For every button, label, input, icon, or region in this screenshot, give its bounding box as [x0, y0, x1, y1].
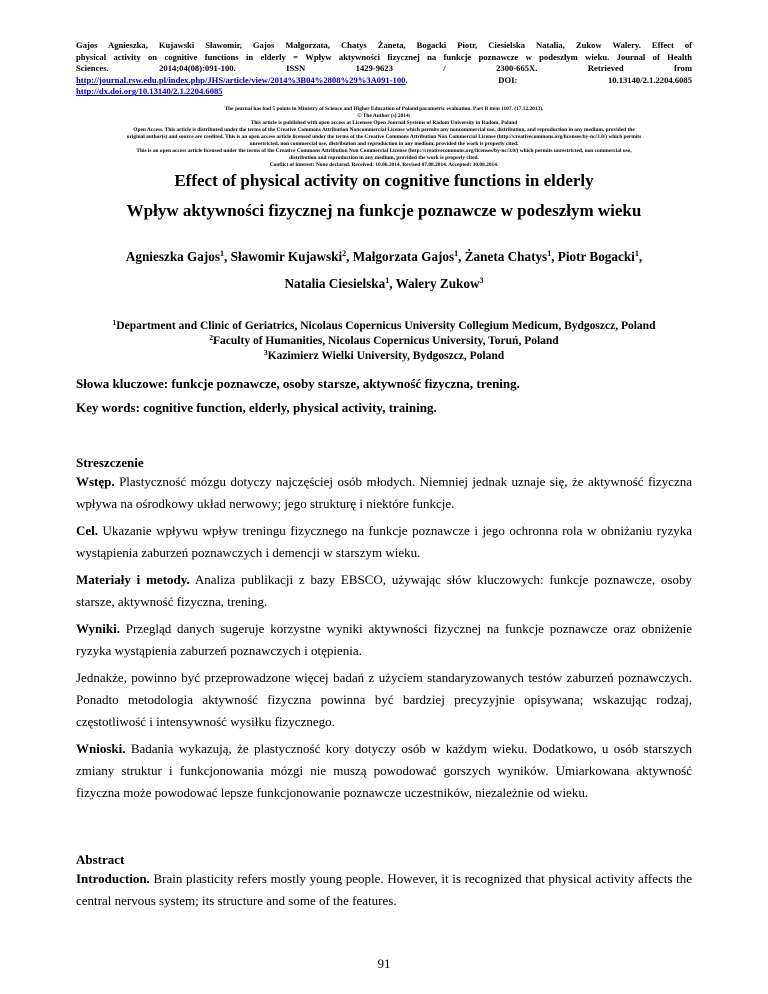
paragraph: Introduction. Brain plasticity refers mostly young people. However, it is recognized that physical activity affects the central nervous system; its structure and some of the features. [76, 871, 692, 908]
page-number: 91 [377, 956, 391, 971]
author-name: Żaneta Chatys [464, 249, 548, 264]
affiliation-list [76, 319, 692, 364]
title-english: Effect of physical activity on cognitive functions in elderly [174, 171, 594, 190]
paragraph: Cel. Ukazanie wpływu wpływ treningu fizycznego na funkcje poznawcze i jego ochronna rola w obniżaniu ryzyka wystąpienia zaburzeń poznawczych i demencji w starszym wieku. [76, 523, 692, 560]
title-polish: Wpływ aktywności fizycznej na funkcje poznawcze w podeszłym wieku [126, 201, 642, 220]
author-list: Agnieszka Gajos$^1$, Sławomir Kujawski$^2$, Małgorzata Gajos$^1$, Żaneta Chatys$^1$, Piotr Bogacki$^1$, Natalia Ciesielska$^1$, Walery Zukow$^3$ [125, 249, 643, 291]
abstract-heading: Abstract [76, 852, 125, 867]
journal-note-line: original author(s) and source are credited. This is an open access article licensed under the terms of the Creative Commons Attribution Non Commercial License (http://creativecommons.org/licenses/by-nc/3.0/) which permits [126, 134, 642, 140]
author-name: Walery Zukow [395, 276, 480, 291]
doi-link[interactable]: http://dx.doi.org/10.13140/2.1.2204.6085 [76, 86, 223, 97]
journal-note-line: Conflict of interest: None declared. Received: 10.06.2014. Revised 07.08.2014. Accepted: 30.08.2014. [269, 162, 499, 168]
article-url-link[interactable]: http://journal.rsw.edu.pl/index.php/JHS/article/view/2014%3B04%2808%29%3A091-100 [76, 74, 406, 85]
author-name: Agnieszka Gajos [125, 249, 221, 264]
journal-note-line: Open Access. This article is distributed under the terms of the Creative Commons Attribution Noncommercial License which permits any noncommercial use, distribution, and reproduction in any medium, provided the [133, 127, 635, 133]
author-affiliation-mark: 1 [634, 249, 639, 258]
author-name: Sławomir Kujawski [230, 249, 343, 264]
journal-note-line: © The Author (s) 2014; [357, 113, 411, 119]
author-name: Natalia Ciesielska [284, 276, 386, 291]
affiliation-item: $^3$Kazimierz Wielki University, Bydgoszcz, Poland [263, 348, 505, 362]
journal-note-line: This article is published with open access at Licensee Open Journal Systems of Radom University in Radom, Poland [250, 120, 518, 126]
journal-notes [76, 106, 692, 169]
journal-note-line: unrestricted, non commercial use, distribution and reproduction in any medium, provided the work is properly cited. [249, 141, 519, 147]
author-affiliation-mark: 1 [220, 249, 225, 258]
journal-note-line: distribution and reproduction in any medium, provided the work is properly cited. [289, 155, 479, 161]
author-name: Małgorzata Gajos [352, 249, 455, 264]
paragraph: Wnioski. Badania wykazują, że plastyczność kory dotyczy osób w każdym wieku. Dodatkowo, u osób starszych zmiany struktur i funkcjonowania mózgi nie muszą powodować gorszych wyników. Umiarkowana aktywność fizyczna może powodować lepsze funkcjonowanie poznawcze uczestników, niezależnie od wieku. [76, 741, 692, 800]
author-name: Piotr Bogacki [557, 249, 635, 264]
streszczenie-body [76, 471, 692, 809]
citation-block [76, 40, 692, 98]
paragraph: Jednakże, powinno być przeprowadzone więcej badań z użyciem standaryzowanych testów zaburzeń poznawczych. Ponadto metodologia aktywność fizyczna powinna być bardziej precyzyjnie opisywana; wskazując rodzaj, częstotliwość i intensywność wysiłku fizycznego. [76, 670, 692, 729]
author-affiliation-mark: 1 [454, 249, 459, 258]
citation-line: Sciences. 2014;04(08):091-100. ISSN 1429-9623 / 2300-665X. Retrieved from [76, 63, 692, 74]
paragraph: Materiały i metody. Analiza publikacji z bazy EBSCO, używając słów kluczowych: funkcje poznawcze, osoby starsze, aktywność fizyczna, trening. [76, 572, 692, 609]
keywords-english: Key words: cognitive function, elderly, physical activity, training. [76, 400, 437, 415]
journal-note-line: The journal has had 5 points in Ministry of Science and Higher Education of Poland parametric evaluation. Part B item 1107. (17.12.2013). [224, 106, 544, 112]
author-affiliation-mark: 3 [479, 276, 484, 285]
author-affiliation-mark: 1 [547, 249, 552, 258]
author-affiliation-mark: 2 [342, 249, 347, 258]
affiliation-item: $^2$Faculty of Humanities, Nicolaus Copernicus University, Toruń, Poland [209, 333, 559, 347]
paragraph: Wstęp. Plastyczność mózgu dotyczy najczęściej osób młodych. Niemniej jednak uznaje się, że aktywność fizyczna wpływa na ośrodkowy układ nerwowy; jego strukturę i niektóre funkcje. [76, 474, 692, 511]
affiliation-item: $^1$Department and Clinic of Geriatrics, Nicolaus Copernicus University Collegium Medicum, Bydgoszcz, Poland [112, 318, 656, 332]
keywords-polish: Słowa kluczowe: funkcje poznawcze, osoby starsze, aktywność fizyczna, trening. [76, 376, 520, 391]
abstract-body [76, 868, 692, 917]
doi-label: . DOI: 10.13140/2.1.2204.6085 [405, 74, 692, 85]
paragraph: Wyniki. Przegląd danych sugeruje korzystne wyniki aktywności fizycznej na funkcje poznawcze oraz obniżenie ryzyka wystąpienia zaburzeń poznawczych i otępienia. [76, 621, 692, 658]
streszczenie-heading: Streszczenie [76, 455, 144, 470]
journal-note-line: This is an open access article licensed under the terms of the Creative Commons Attribution Non Commercial License (http://creativecommons.org/licenses/by-nc/3.0/) which permits unrestricted, non commercial use, [136, 148, 632, 154]
citation-line: physical activity on cognitive functions in elderly = Wpływ aktywności fizycznej na funkcje poznawcze w podeszłym wieku. Journal of Health [76, 51, 692, 62]
citation-line: Gajos Agnieszka, Kujawski Sławomir, Gajos Małgorzata, Chatys Żaneta, Bogacki Piotr, Ciesielska Natalia, Zukow Walery. Effect of [76, 40, 692, 50]
author-affiliation-mark: 1 [385, 276, 390, 285]
